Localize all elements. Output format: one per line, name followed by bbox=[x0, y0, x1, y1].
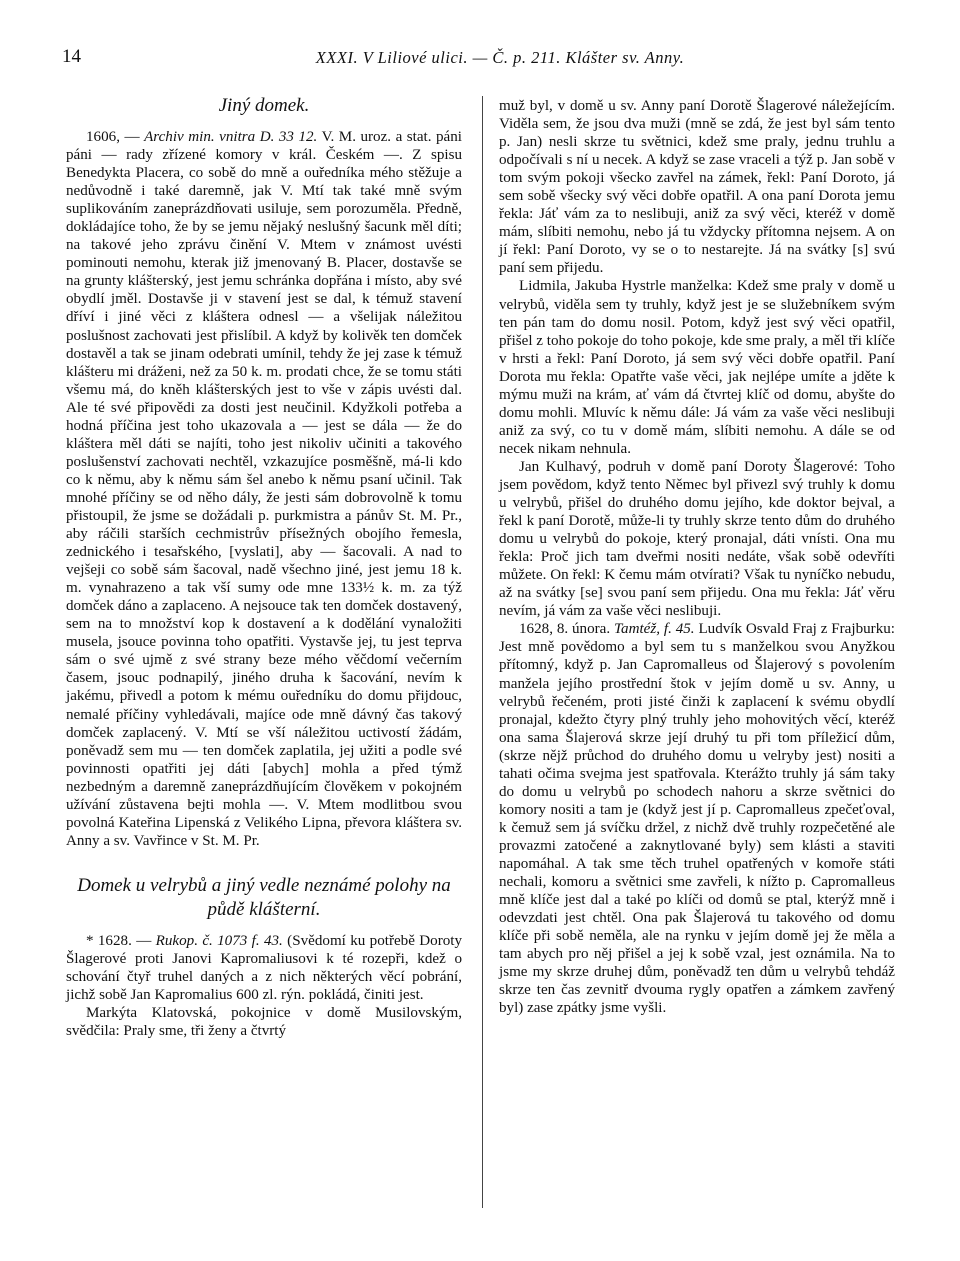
para-text: V. M. uroz. a stat. páni páni — rady zřízené komory v král. Českém —. Z spisu Benedykta Placera, co sobě do mně a ouředníka mého stěžuje a nedůvodně i také daremně, jak V. Mtí tak také mně svým suplikováním zaneprázdňovati usiluje, sem porozuměla. Předně, dokládajíce toho, že by se jemu nějaký neslušný šacunk měl díti; na takové jeho zprávu činění V. Mtem v známost uvésti pominouti nemohu, kterak již jmenovaný B. Placer, dostavše se na grunty klášterský, jest jemu schránka dopřána i místo, aby své obydlí jměl. Dostavše ji v stavení jest se dal, k témuž stavení dříví i jiné věci z kláštera odnesl — a všelijak náležitou poslušnost zachovati jest přislíbil. A když by kolivěk ten domček dostavěl a tak se jinam odebrati umínil, tehdy že jej zase k témuž klášteru mi dráženi, než za 50 k. m. prodati chce, že se tomu státi všemu má, do kněh klášterských jest to vše v zápis uvésti dal. Ale té své připovědi za dosti jest neučinil. Kdyžkoli potřeba a hodná příčina jest toho ukazovala a — jest se dála — že do kláštera měl dáti se najíti, toho jest nikoliv učiniti a takového poslušenství zachovati nechtěl, vzkazujíce posměšně, má-li kdo co k němu, aby k němu sám šel anebo k němu psaní učinil. Tak mnohé příčiny se od něho dály, že jesti sám dobrovolně k tomu přistoupil, že jsme se dožádali p. purkmistra a pánův St. M. Pr., aby ráčili starších cechmistrův přísežných obojího řemesla, zednického i tesařského, [vyslati], aby — šacovali. A nad to vejšeji co sobě sám šacoval, nadě všechno jiné, jest jemu 18 k. m. vynahrazeno a tak vší sumy ode mne 133½ k. m. za týž domček dáno a zaplaceno. A nejsouce tak ten domček dostavený, sem na to množství kop k dostavení a k dodělání vynaložiti musela, jsouce povinna toho opatřiti. Vystavše jej, tu jest teprva sám o své ujmě z své strany beze mého věčdomí večerním časem, jsouc podnapilý, jiného druha k šacování, nevím k jakému, přivedl a potom k mému ouředníku do domu přijdouc, nemalé příčiny vyhledávali, majíce ode mně dávný čas takový domček zaplacený. V. Mtí se vší náležitou uctivostí žádám, poněvadž sem mu — ten domček zaplatila, jej užiti a podle své povinnosti opatřiti jej dáti [abych] mohla a před týmž nezbedným a daremně zaneprázdňujícím člověkem v pokojném užívání zůstavena bejti mohla —. V. Mtem modlitbou svou povolná Kateřina Lipenská z Velikého Lipna, převora kláštera sv. Anny a sv. Vavřince v St. M. Pr. bbox=[66, 129, 462, 849]
para-text: (Svědomí ku potřebě Doroty Šlagerové proti Janovi Kapromaliusovi k té rozepři, kdež o schování čtyř truhel daných a z nich některých věcí pobrání, jichž sobě Jan Kapromalius 600 zl. rýn. pokládá, činiti jest. bbox=[66, 932, 463, 1004]
paragraph-markyta: Markýta Klatovská, pokojnice v domě Musilovským, svědčila: Praly sme, tři ženy a čtvrtý bbox=[66, 1005, 462, 1040]
para-source: Tamtéž, f. 45. bbox=[614, 621, 695, 638]
page-number: 14 bbox=[62, 46, 81, 67]
paragraph-fraj bbox=[499, 620, 895, 1017]
running-head-text: XXXI. V Liliové ulici. — Č. p. 211. Klášter sv. Anny. bbox=[315, 48, 685, 67]
paragraph-1606 bbox=[66, 128, 462, 850]
para-date: 1606, — bbox=[86, 129, 145, 145]
column-rule bbox=[482, 96, 483, 1208]
section-title-domek-u-velrybu: Domek u velrybů a jiný vedle neznámé polohy na půdě klášterní. bbox=[77, 874, 451, 920]
paragraph-continued: muž byl, v domě u sv. Anny paní Dorotě Šlagerové náležejícím. Viděla sem, že jsou dva muži (mně se zdá, že jest byl sám tento p. Jan) nesli skrze tu světnici, kdež sme praly, jednu truhlu a odpočívali s ní u necek. A když se zase vraceli a týž p. Jan sobě v tom svým pokoji všecko zavřel na zámek, řekl: Paní Doroto, já sem sobě všecky svý věci dobře opatřil. A ona paní Dorota jemu řekla: Jáť vám za to neslibuji, aniž za svý věci, kteréž v domě mám, slíbiti nemohu, nebo já tu vždycky přítomna nejsem. A on jí řekl: Paní Doroto, vy se o to nestarejte. Já na svátky [s] svú paní sem přijedu. bbox=[499, 98, 895, 277]
paragraph-kulhavy: Jan Kulhavý, podruh v domě paní Doroty Šlagerové: Toho jsem povědom, když tento Němec byl přivezl svý truhly k domu u velrybů, přišel do druhého domu jejího, kde doktor bejval, a řekl k paní Dorotě, může-li ty truhly skrze tento dům do druhého domu u velrybů do pokoje, který pronajal, dáti vnísti. Ona mu řekla: Proč jich tam dveřmi nositi nedáte, však sobě odevříti můžete. On řekl: K čemu mám otvírati? Však tu nyníčko nebudu, až na svátky [se] svou paní sem přijedu. Ona mu řekla: Jáť věru nevím, já vám za vaše věci neslibuji. bbox=[499, 458, 895, 620]
para-source: Rukop. č. 1073 f. 43. bbox=[155, 932, 283, 949]
paragraph-1628 bbox=[66, 932, 462, 1004]
para-date: * 1628. — bbox=[86, 932, 156, 949]
left-column bbox=[66, 92, 462, 1040]
section-title-jiny-domek: Jiný domek. bbox=[218, 95, 310, 116]
running-head bbox=[0, 48, 960, 68]
right-column bbox=[499, 97, 895, 1017]
paragraph-lidmila: Lidmila, Jakuba Hystrle manželka: Kdež sme praly v domě u velrybů, viděla sem ty truhly, když jest je se služebníkem svým ten pán tam do domu nosil. Potom, když jest svý věci opatřil, přišel z toho pokoje do toho pokoje, kde sme praly, a měl tři klíče v hrsti a řekl: Paní Doroto, já sem svý věci dobře opatřil. Paní Dorota mu řekla: Opatřte vaše věci, jak nejlépe umíte a jděte k mýmu muži na krám, ať vám dá čtvrtej klíč od domu, abyšte do domu mohli. Mluvíc k němu dále: Já vám za vaše věci neslibuji aniž za svý, co tu v domě mám, slíbiti nemohu. A dále se od necek nikam nehnula. bbox=[499, 278, 895, 457]
para-source: Archiv min. vnitra D. 33 12. bbox=[144, 129, 318, 145]
para-date: 1628, 8. února. bbox=[519, 621, 615, 638]
para-text: Ludvík Osvald Fraj z Frajburku: Jest mně povědomo a byl sem tu s manželkou svou Anyžkou přítomný, když p. Jan Capromalleus od Šlajerový s povolením manžela jejího prostřední štok v jejím domě u sv. Anny, u velrybů řečeném, proti jisté činži k zaplacení k svému obydlí pronajal, kdežto čtyry plný truhly jeho mohovitých věcí, kteréž ona sama Šlajerová skrze její druhý tu při tom příležicí dům, (skrze nějž průchod do druhého domu u velryby jest) nositi a tahati očima svejma jest spatřovala. Kterážto truhly já sám taky do domu u velrybů po schodech nahoru a skrze světnici do komory nositi a tam je (když jest jí p. Capromalleus zpečeťoval, k čemuž sem já svíčku držel, z nichž dvě truhly rozpečetěné ale provazmi zatočené a zaknytlované byly) sem klásti a staviti napomáhal. A tak sme těch truhel opatřených v komoře státi nechali, komoru a světnici sme zavřeli, k nížto p. Capromalleus mně klíče jest dal a také po klíči od domů se ptal, kterýž mně i odevzdati jest chtěl. Ona pak Šlajerová tu takového od domu klíče při sobě neměla, ale na rynku v jejím domě jej že měla a tam abych pro něj přišel a jej k sobě vzal, jest oznámila. Na to jsme my skrze druhej dům, poněvadž ten dům u velrybů tehdáž skrze ten čas zevnitř dvouma rygly opatřen a zámkem zavřený byl) zase zpátky jsme vyšli. bbox=[499, 621, 895, 1017]
